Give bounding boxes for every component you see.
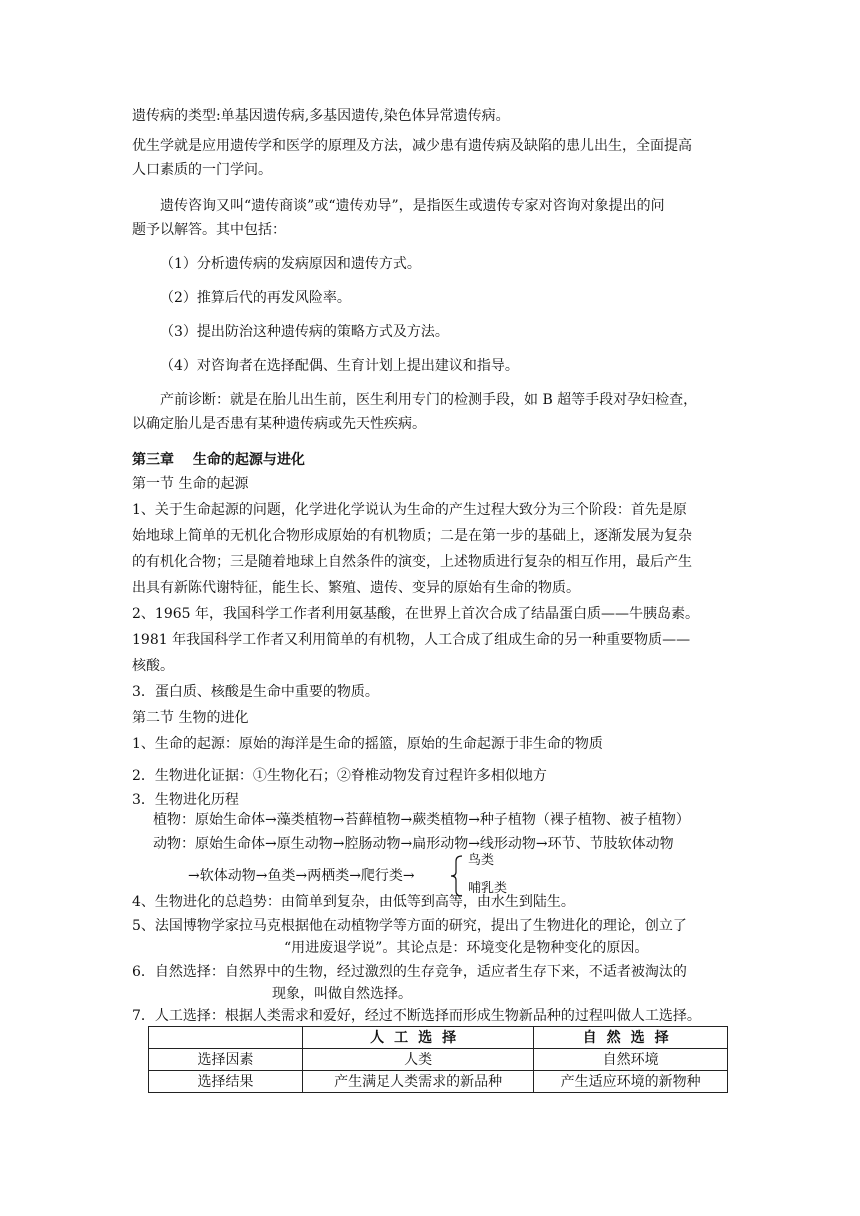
branch-brace-icon [450,855,464,897]
text-line: 遗传病的类型:单基因遗传病,多基因遗传,染色体异常遗传病。 [132,108,510,124]
text-line: 优生学就是应用遗传学和医学的原理及方法，减少患有遗传病及缺陷的患儿出生，全面提高 [132,138,692,154]
text-line: 1981 年我国科学工作者又利用简单的有机物，人工合成了组成生命的另一种重要物质—— [132,632,691,648]
text-line: 2．生物进化证据：①生物化石；②脊椎动物发育过程许多相似地方 [132,768,547,784]
table-cell: 选择结果 [149,1071,303,1093]
text-line: 1、关于生命起源的问题，化学进化学说认为生命的产生过程大致分为三个阶段：首先是原 [132,502,687,518]
list-item: （2）推算后代的再发风险率。 [160,290,351,306]
branch-upper-label: 鸟类 [468,853,495,868]
text-line: 核酸。 [132,658,174,674]
table-cell: 自然环境 [534,1049,728,1071]
table-cell: 产生适应环境的新物种 [534,1071,728,1093]
text-line: 1、生命的起源：原始的海洋是生命的摇篮，原始的生命起源于非生命的物质 [132,736,603,752]
list-item: （4）对咨询者在选择配偶、生育计划上提出建议和指导。 [160,358,519,374]
table-header-cell: 人工选择 [302,1027,533,1049]
list-item: （1）分析遗传病的发病原因和遗传方式。 [160,256,421,272]
text-line: 动物：原始生命体→原生动物→腔肠动物→扁形动物→线形动物→环节、节肢软体动物 [153,836,674,852]
table-header-row [149,1027,728,1049]
text-line: 7．人工选择：根据人类需求和爱好，经过不断选择而形成生物新品种的过程叫做人工选择。 [132,1008,701,1024]
text-line: 5、法国博物学家拉马克根据他在动植物学等方面的研究，提出了生物进化的理论，创立了 [132,918,687,934]
branch-lower-label: 哺乳类 [468,881,508,896]
text-line: 6．自然选择：自然界中的生物，经过激烈的生存竞争，适应者生存下来，不适者被淘汰的 [132,964,687,980]
text-line: 遗传咨询又叫“遗传商谈”或“遗传劝导”，是指医生或遗传专家对咨询对象提出的问 [160,198,665,214]
text-line: 2、1965 年，我国科学工作者利用氨基酸，在世界上首次合成了结晶蛋白质——牛胰岛素。 [132,606,699,622]
text-line: 出具有新陈代谢特征，能生长、繁殖、遗传、变异的原始有生命的物质。 [132,580,580,596]
text-line: 3．生物进化历程 [132,792,239,808]
table-cell: 产生满足人类需求的新品种 [302,1071,533,1093]
text-line: 题予以解答。其中包括： [132,222,286,238]
text-line: 始地球上简单的无机化合物形成原始的有机物质；二是在第一步的基础上，逐渐发展为复杂 [132,528,692,544]
table-cell: 人类 [302,1049,533,1071]
table-row [149,1071,728,1093]
table-cell: 选择因素 [149,1049,303,1071]
text-line: 3．蛋白质、核酸是生命中重要的物质。 [132,684,379,700]
text-line: 4、生物进化的总趋势：由简单到复杂，由低等到高等，由水生到陆生。 [132,894,575,910]
text-line: 人口素质的一门学问。 [132,162,272,178]
table-row [149,1049,728,1071]
text-line: 产前诊断：就是在胎儿出生前，医生利用专门的检测手段，如 B 超等手段对孕妇检查， [160,392,698,408]
table-header-cell [149,1027,303,1049]
text-line: →软体动物→鱼类→两栖类→爬行类→ [188,868,415,884]
list-item: （3）提出防治这种遗传病的策略方式及方法。 [160,324,449,340]
section-heading: 第二节 生物的进化 [132,710,249,726]
table-header-cell: 自然选择 [534,1027,728,1049]
text-line: 现象，叫做自然选择。 [272,986,412,1002]
chapter-heading: 第三章 生命的起源与进化 [132,452,305,468]
selection-comparison-table [148,1026,728,1093]
text-line: 以确定胎儿是否患有某种遗传病或先天性疾病。 [132,416,426,432]
text-line: “用进废退学说”。其论点是：环境变化是物种变化的原因。 [284,940,649,956]
section-heading: 第一节 生命的起源 [132,476,249,492]
text-line: 植物：原始生命体→藻类植物→苔藓植物→蕨类植物→种子植物（裸子植物、被子植物） [153,812,690,828]
text-line: 的有机化合物；三是随着地球上自然条件的演变，上述物质进行复杂的相互作用，最后产生 [132,554,692,570]
